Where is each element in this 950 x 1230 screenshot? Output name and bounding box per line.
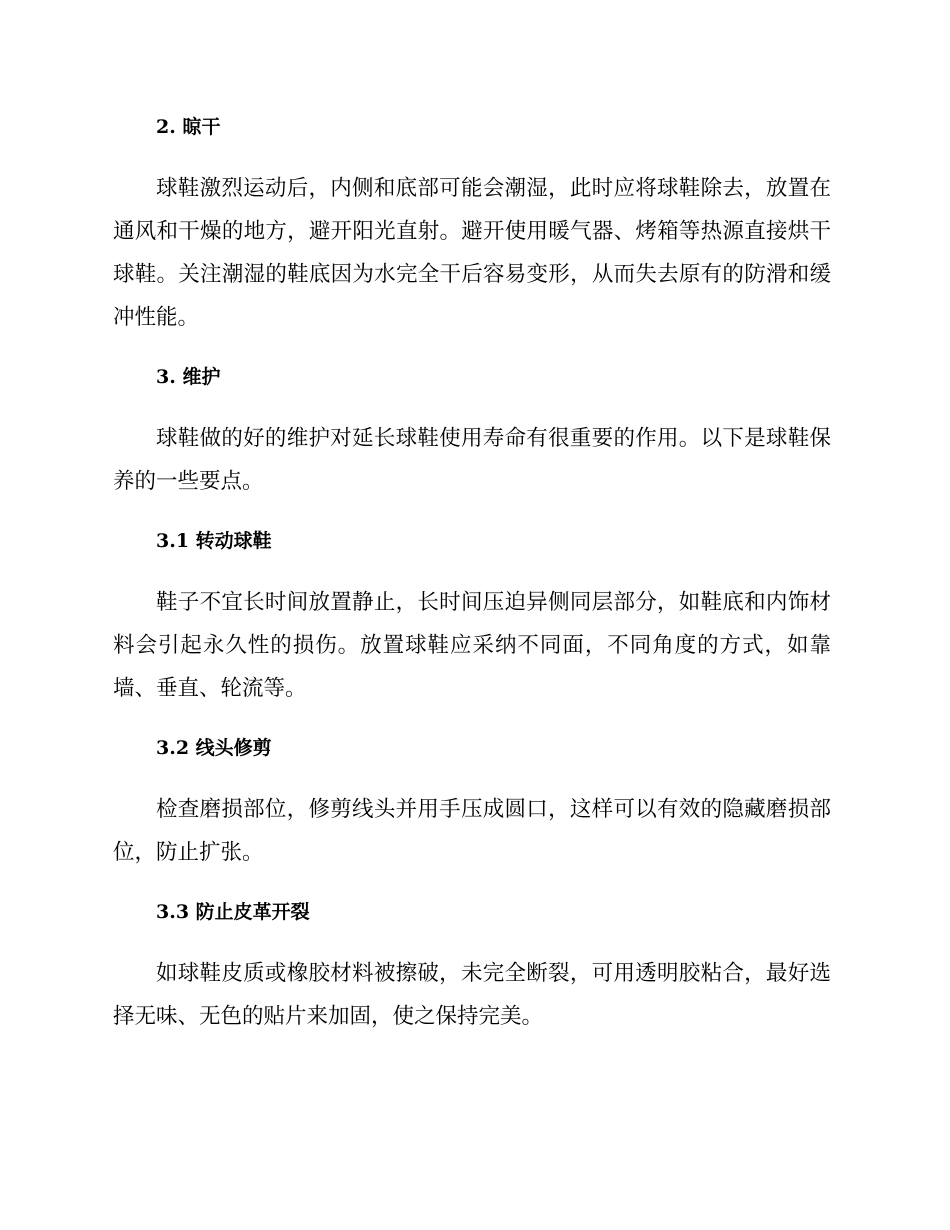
section-paragraph-maintenance: 球鞋做的好的维护对延长球鞋使用寿命有很重要的作用。以下是球鞋保养的一些要点。 (113, 426, 831, 494)
section-paragraph-rotate-shoes: 鞋子不宜长时间放置静止，长时间压迫异侧同层部分，如鞋底和内饰材料会引起永久性的损伤。放置球鞋应采纳不同面，不同角度的方式，如靠墙、垂直、轮流等。 (113, 590, 831, 701)
section-heading-rotate-shoes: 3.1 转动球鞋 (156, 530, 272, 552)
section-paragraph-trim-threads: 检查磨损部位，修剪线头并用手压成圆口，这样可以有效的隐藏磨损部位，防止扩张。 (113, 797, 831, 865)
document-body (113, 112, 831, 1038)
section-heading-maintenance: 3. 维护 (156, 366, 221, 388)
section-heading-drying: 2. 晾干 (156, 116, 221, 138)
section-heading-prevent-cracking: 3.3 防止皮革开裂 (156, 901, 310, 923)
section-heading-trim-threads: 3.2 线头修剪 (156, 737, 272, 759)
section-paragraph-drying: 球鞋激烈运动后，内侧和底部可能会潮湿，此时应将球鞋除去，放置在通风和干燥的地方，避开阳光直射。避开使用暖气器、烤箱等热源直接烘干球鞋。关注潮湿的鞋底因为水完全干后容易变形，从而失去原有的防滑和缓冲性能。 (113, 176, 831, 330)
section-paragraph-prevent-cracking: 如球鞋皮质或橡胶材料被擦破，未完全断裂，可用透明胶粘合，最好选择无味、无色的贴片来加固，使之保持完美。 (113, 961, 831, 1029)
